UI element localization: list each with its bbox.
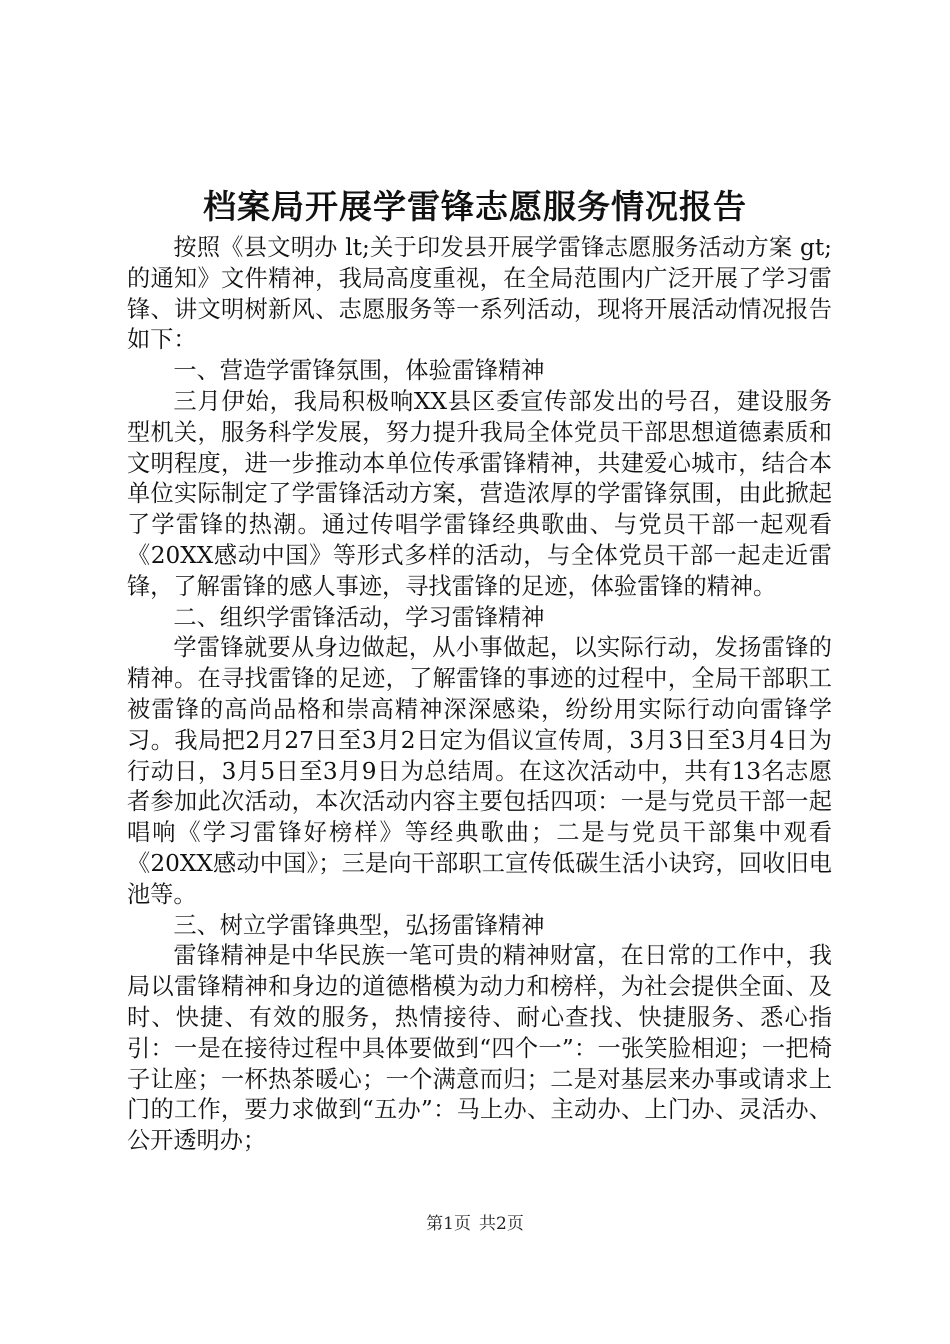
page-number: 第1页 [426,1214,471,1234]
section-heading-3: 三、树立学雷锋典型，弘扬雷锋精神 [173,911,545,939]
section-paragraph-1: 三月伊始，我局积极响XX县区委宣传部发出的号召，建设服务型机关，服务科学发展，努力提升我局全体党员干部思想道德素质和文明程度，进一步推动本单位传承雷锋精神，共建爱心城市，结合本单位实际制定了学雷锋活动方案，营造浓厚的学雷锋氛围，由此掀起了学雷锋的热潮。通过传唱学雷锋经典歌曲、与党员干部一起观看《20XX感动中国》等形式多样的活动，与全体党员干部一起走近雷锋，了解雷锋的感人事迹，寻找雷锋的足迹，体验雷锋的精神。 [127,387,832,600]
section-heading-2: 二、组织学雷锋活动，学习雷锋精神 [173,603,545,631]
intro-paragraph: 按照《县文明办 lt;关于印发县开展学雷锋志愿服务活动方案 gt;的通知》文件精神，我局高度重视，在全局范围内广泛开展了学习雷锋、讲文明树新风、志愿服务等一系列活动，现将开展活动情况报告如下： [127,234,832,354]
document-body [127,233,832,1157]
page-total: 共2页 [479,1214,524,1234]
section-paragraph-3: 雷锋精神是中华民族一笔可贵的精神财富，在日常的工作中，我局以雷锋精神和身边的道德楷模为动力和榜样，为社会提供全面、及时、快捷、有效的服务，热情接待、耐心查找、快捷服务、悉心指引：一是在接待过程中具体要做到“四个一”：一张笑脸相迎；一把椅子让座；一杯热茶暖心；一个满意而归；二是对基层来办事或请求上门的工作，要力求做到“五办”：马上办、主动办、上门办、灵活办、公开透明办； [127,942,832,1155]
page-footer [0,1212,950,1236]
section-paragraph-2: 学雷锋就要从身边做起，从小事做起，以实际行动，发扬雷锋的精神。在寻找雷锋的足迹，了解雷锋的事迹的过程中，全局干部职工被雷锋的高尚品格和崇高精神深深感染，纷纷用实际行动向雷锋学习。我局把2月27日至3月2日定为倡议宣传周，3月3日至3月4日为行动日，3月5日至3月9日为总结周。在这次活动中，共有13名志愿者参加此次活动，本次活动内容主要包括四项：一是与党员干部一起唱响《学习雷锋好榜样》等经典歌曲；二是与党员干部集中观看《20XX感动中国》；三是向干部职工宣传低碳生活小诀窍，回收旧电池等。 [127,634,832,908]
document-title: 档案局开展学雷锋志愿服务情况报告 [203,187,747,226]
section-heading-1: 一、营造学雷锋氛围，体验雷锋精神 [173,357,545,385]
